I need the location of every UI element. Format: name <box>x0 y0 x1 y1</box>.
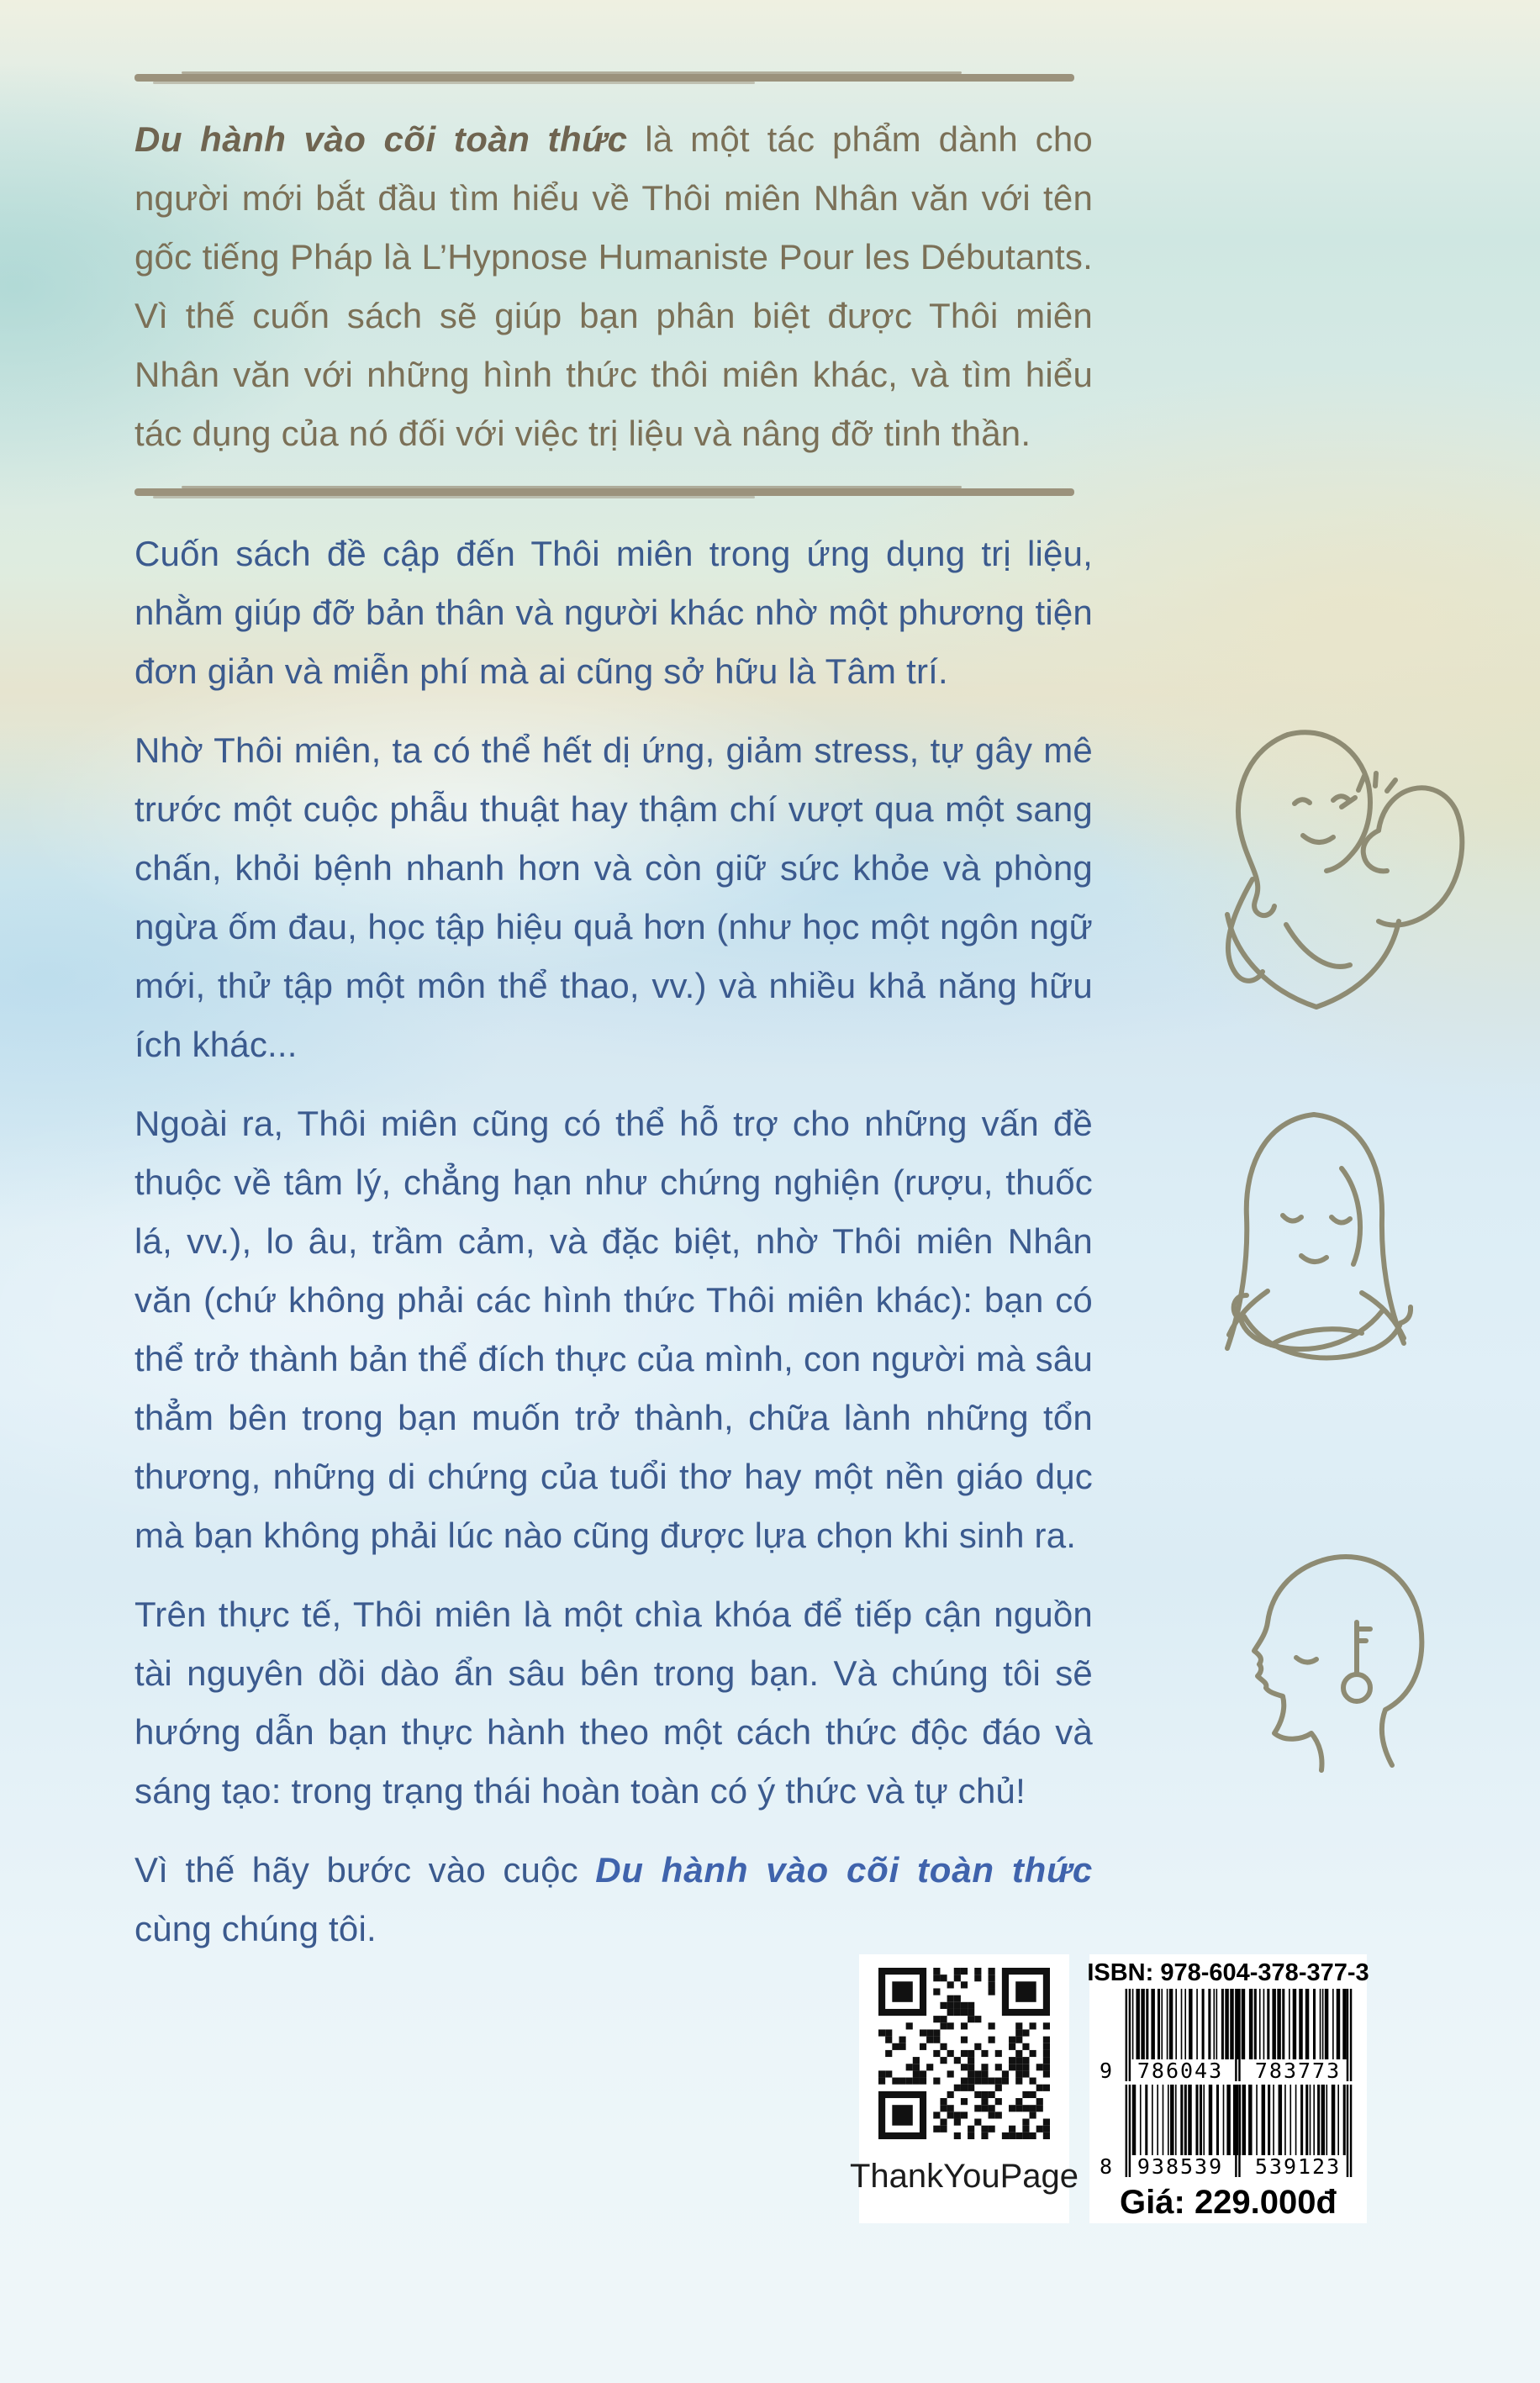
woman-hugging-herself-illustration <box>1167 1091 1461 1427</box>
woman-flexing-arm-illustration <box>1168 704 1479 1024</box>
divider-top <box>134 74 1074 82</box>
back-cover-text-column <box>134 74 1093 1959</box>
isbn-barcode-digits <box>1100 2061 1357 2083</box>
isbn-barcode <box>1100 1989 1357 2083</box>
ean-group-2: 539123 <box>1254 2154 1342 2179</box>
ean-lead-digit: 8 <box>1100 2154 1113 2179</box>
paragraph-benefits: Nhờ Thôi miên, ta có thể hết dị ứng, giảm stress, tự gây mê trước một cuộc phẫu thuật hay thậm chí vượt qua một sang chấn, khỏi bệnh nhanh hơn và còn giữ sức khỏe và phòng ngừa ốm đau, học tập hiệu quả hơn (như học một ngôn ngữ mới, thử tập một môn thể thao, vv.) và nhiều khả năng hữu ích khác... <box>134 730 1093 1064</box>
flex-arm-icon <box>1168 704 1479 1024</box>
retail-barcode-digits <box>1100 2154 1357 2179</box>
book-title-inline-blue: Du hành vào cõi toàn thức <box>595 1850 1094 1890</box>
paragraph-psychology: Ngoài ra, Thôi miên cũng có thể hỗ trợ cho những vấn đề thuộc về tâm lý, chẳng hạn như chứng nghiện (rượu, thuốc lá, vv.), lo âu, trầm cảm, và đặc biệt, nhờ Thôi miên Nhân văn (chứ không phải các hình thức Thôi miên khác): bạn có thể trở thành bản thể đích thực của mình, con người mà sâu thẳm bên trong bạn muốn trở thành, chữa lành những tổn thương, những di chứng của tuổi thơ hay một nền giáo dục mà bạn không phải lúc nào cũng được lựa chọn khi sinh ra. <box>134 1104 1093 1555</box>
ean-group-1: 938539 <box>1137 2154 1224 2179</box>
qr-code <box>878 1968 1050 2139</box>
isbn-label: ISBN: 978-604-378-377-3 <box>1087 1959 1369 1986</box>
closing-prefix: Vì thế hãy bước vào cuộc <box>134 1850 596 1890</box>
qr-panel <box>849 1954 1079 2223</box>
head-profile-with-key-illustration <box>1197 1523 1474 1809</box>
book-title-inline: Du hành vào cõi toàn thức <box>134 119 628 159</box>
intro-paragraph <box>134 110 1093 463</box>
retail-barcode <box>1100 2085 1357 2179</box>
isbn-panel <box>1089 1954 1367 2223</box>
intro-paragraph-text: là một tác phẩm dành cho người mới bắt đầu tìm hiểu về Thôi miên Nhân văn với tên gốc tiếng Pháp là L’Hypnose Humaniste Pour les Débutants. Vì thế cuốn sách sẽ giúp bạn phân biệt được Thôi miên Nhân văn với những hình thức thôi miên khác, và tìm hiểu tác dụng của nó đối với việc trị liệu và nâng đỡ tinh thần. <box>134 119 1093 453</box>
paragraph-key: Trên thực tế, Thôi miên là một chìa khóa để tiếp cận nguồn tài nguyên dồi dào ẩn sâu bên trong bạn. Và chúng tôi sẽ hướng dẫn bạn thực hành theo một cách thức độc đáo và sáng tạo: trong trạng thái hoàn toàn có ý thức và tự chủ! <box>134 1595 1093 1811</box>
ean-group-1: 786043 <box>1137 2059 1224 2083</box>
qr-caption: ThankYouPage <box>849 2158 1079 2195</box>
self-hug-icon <box>1167 1091 1461 1427</box>
closing-paragraph <box>134 1841 1093 1959</box>
paragraph-therapy: Cuốn sách đề cập đến Thôi miên trong ứng dụng trị liệu, nhằm giúp đỡ bản thân và người khác nhờ một phương tiện đơn giản và miễn phí mà ai cũng sở hữu là Tâm trí. <box>134 534 1093 691</box>
ean-group-2: 783773 <box>1254 2059 1342 2083</box>
head-key-icon <box>1197 1523 1474 1809</box>
price-label: Giá: 229.000đ <box>1120 2184 1337 2221</box>
ean-lead-digit: 9 <box>1100 2059 1113 2083</box>
closing-suffix: cùng chúng tôi. <box>134 1909 377 1948</box>
divider-middle <box>134 488 1074 496</box>
